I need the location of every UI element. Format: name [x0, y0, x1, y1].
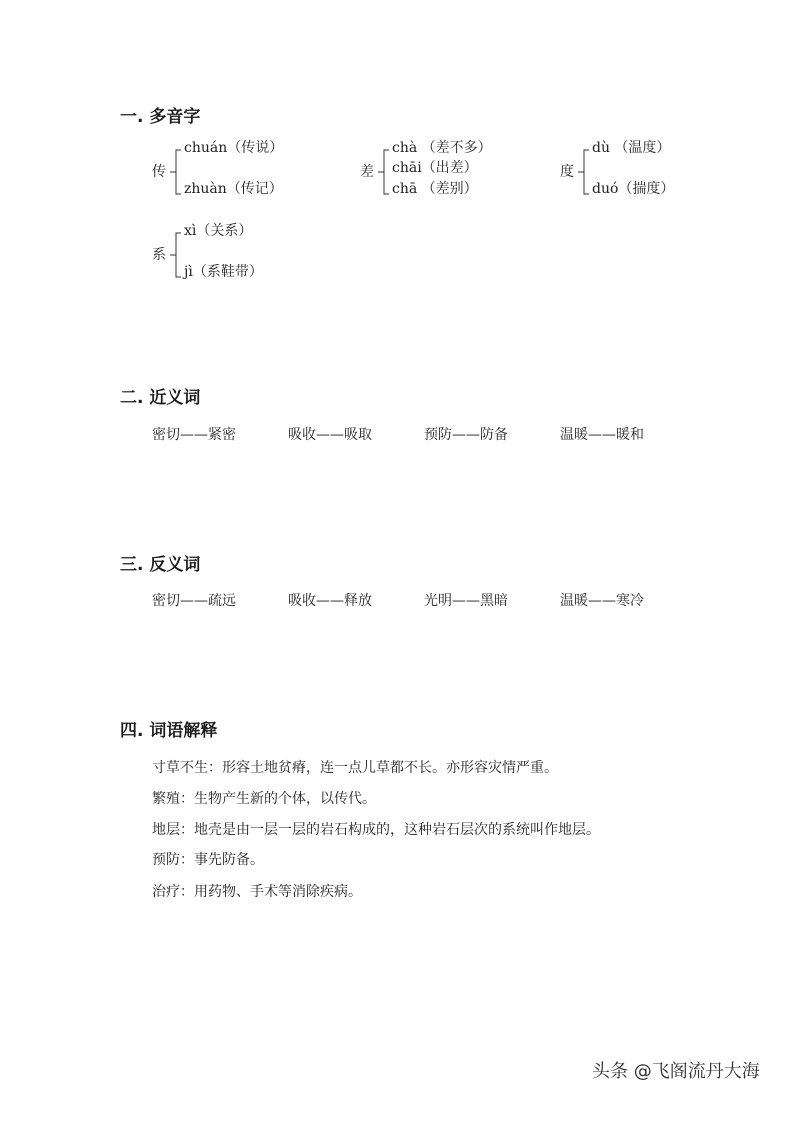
polyphone-reading: duó（揣度） — [592, 181, 675, 197]
brace-icon — [377, 149, 391, 195]
polyphone-char: 传 — [152, 164, 166, 180]
polyphone-group-cha — [360, 141, 540, 203]
definition-item: 治疗：用药物、手术等消除疾病。 — [152, 884, 362, 900]
polyphone-reading: chāi（出差） — [392, 160, 478, 176]
polyphone-group-chuan — [152, 141, 332, 203]
definition-item: 预防：事先防备。 — [152, 852, 264, 868]
section-2-heading: 二. 近义词 — [120, 388, 201, 408]
synonym-pair: 温暖——暖和 — [560, 427, 644, 443]
synonym-pair: 预防——防备 — [424, 427, 508, 443]
antonym-pairs — [152, 591, 712, 611]
synonym-pairs — [152, 425, 712, 445]
section-1-heading: 一. 多音字 — [120, 107, 201, 127]
polyphone-reading: zhuàn（传记） — [184, 181, 283, 197]
antonym-pair: 温暖——寒冷 — [560, 593, 644, 609]
polyphone-char: 差 — [360, 164, 374, 180]
definition-item: 地层：地壳是由一层一层的岩石构成的，这种岩石层次的系统叫作地层。 — [152, 822, 600, 838]
polyphone-reading: chà （差不多） — [392, 140, 492, 156]
polyphone-reading: chuán（传说） — [184, 140, 284, 156]
polyphone-group-xi — [152, 224, 332, 286]
definition-item: 寸草不生：形容土地贫瘠，连一点儿草都不长。亦形容灾情严重。 — [152, 760, 558, 776]
antonym-pair: 光明——黑暗 — [424, 593, 508, 609]
section-3-heading: 三. 反义词 — [120, 555, 201, 575]
antonym-pair: 吸收——释放 — [288, 593, 372, 609]
brace-icon — [577, 149, 591, 195]
polyphone-char: 系 — [152, 247, 166, 263]
definition-item: 繁殖：生物产生新的个体，以传代。 — [152, 791, 376, 807]
synonym-pair: 吸收——吸取 — [288, 427, 372, 443]
antonym-pair: 密切——疏远 — [152, 593, 236, 609]
polyphone-reading: xì（关系） — [184, 223, 253, 239]
brace-icon — [169, 232, 183, 278]
polyphone-char: 度 — [560, 164, 574, 180]
watermark: 头条 @飞阁流丹大海 — [592, 1061, 760, 1082]
polyphone-reading: chā （差别） — [392, 181, 478, 197]
polyphone-reading: jì（系鞋带） — [184, 264, 263, 280]
synonym-pair: 密切——紧密 — [152, 427, 236, 443]
section-4-heading: 四. 词语解释 — [120, 721, 218, 741]
polyphone-group-du — [560, 141, 740, 203]
polyphone-reading: dù （温度） — [592, 140, 671, 156]
brace-icon — [169, 149, 183, 195]
